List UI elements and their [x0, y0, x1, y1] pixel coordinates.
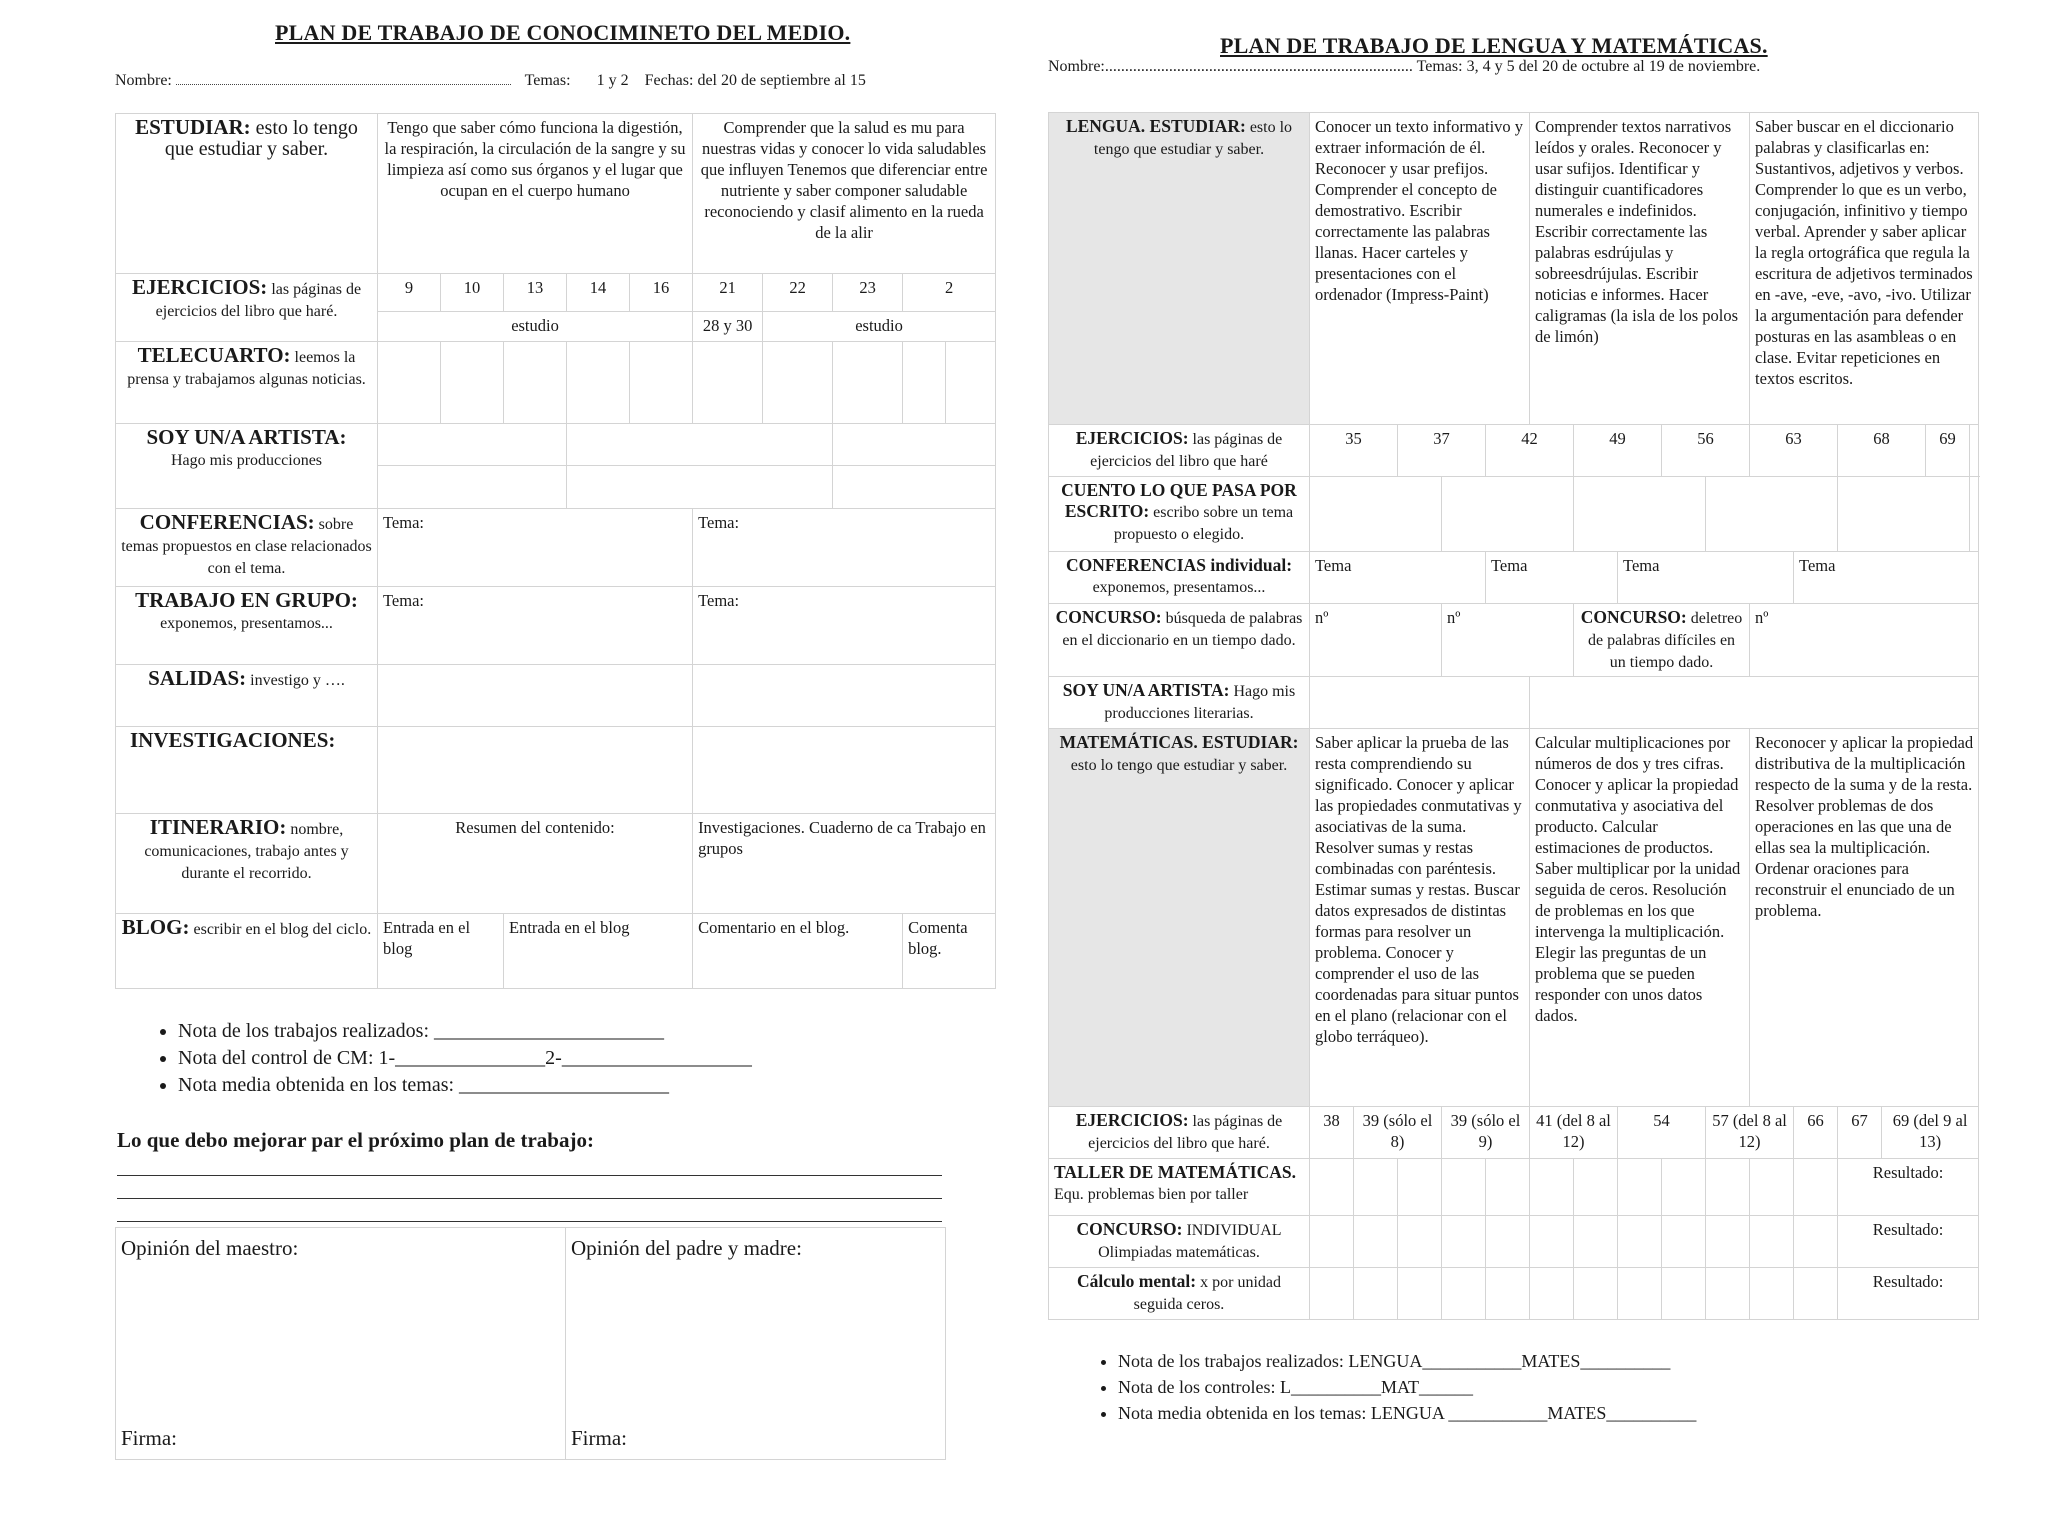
mates-col3: Reconocer y aplicar la propiedad distributiva de la multiplicación respecto de la suma y de la resta. Resolver problemas de dos operaciones en las que una de ellas sea la multiplicación. Ordenar oraciones para reconstruir el enunciado de un problema. [1750, 729, 1979, 1107]
taller-cell[interactable] [1706, 1159, 1750, 1216]
note-item: • Nota de los controles: L__________MAT______ [1118, 1374, 1696, 1400]
telecuarto-cell[interactable] [763, 342, 833, 424]
ejercicio-page[interactable]: 10 [441, 274, 504, 312]
mates-ejercicio-page[interactable]: 39 (sólo el 9) [1442, 1107, 1530, 1159]
telecuarto-cell[interactable] [567, 342, 630, 424]
calculo-cell[interactable] [1706, 1268, 1750, 1320]
taller-label: TALLER DE MATEMÁTICAS. Equ. problemas bien por taller [1049, 1159, 1310, 1216]
mates-ejercicio-page[interactable]: 69 (del 9 al 13) [1882, 1107, 1979, 1159]
concurso-mates-cell[interactable] [1486, 1216, 1530, 1268]
taller-resultado[interactable]: Resultado: [1838, 1159, 1979, 1216]
mates-ejercicio-page[interactable]: 41 (del 8 al 12) [1530, 1107, 1618, 1159]
taller-cell[interactable] [1662, 1159, 1706, 1216]
row-estudiar [116, 114, 996, 274]
cuento-cell[interactable] [1706, 477, 1838, 552]
row-mates-ejercicios [1049, 1107, 1979, 1159]
artista-cell[interactable] [833, 424, 996, 466]
conferencia-tema[interactable]: Tema [1486, 552, 1618, 604]
mates-ejercicio-page[interactable]: 39 (sólo el 8) [1354, 1107, 1442, 1159]
calculo-cell[interactable] [1794, 1268, 1838, 1320]
improve-line[interactable] [117, 1221, 942, 1222]
blog-comentario-1[interactable]: Comentario en el blog. [693, 914, 903, 989]
ejercicios-label: EJERCICIOS: las páginas de ejercicios del libro que haré. [116, 274, 378, 342]
conferencias-label: CONFERENCIAS: sobre temas propuestos en clase relacionados con el tema. [116, 509, 378, 587]
right-notes [1090, 1348, 1696, 1426]
lengua-label: LENGUA. ESTUDIAR: esto lo tengo que estudiar y saber. [1049, 113, 1310, 425]
concurso-mates-cell[interactable] [1354, 1216, 1398, 1268]
ejercicio-page[interactable]: 9 [378, 274, 441, 312]
temas-label: Temas: [524, 72, 571, 89]
artista-label: SOY UN/A ARTISTA: Hago mis producciones [116, 424, 378, 509]
concurso-mates-cell[interactable] [1310, 1216, 1354, 1268]
row-cuento [1049, 477, 1979, 552]
concurso-numero[interactable]: nº [1442, 604, 1574, 677]
note-item: • Nota de los trabajos realizados: LENGUA___________MATES__________ [1118, 1348, 1696, 1374]
artista-cell[interactable] [567, 466, 833, 509]
improve-line[interactable] [117, 1198, 942, 1199]
investigaciones-cell[interactable] [693, 727, 996, 814]
fechas-label: Fechas: del 20 de septiembre al 15 [644, 72, 866, 89]
row-mates-estudiar [1049, 729, 1979, 1107]
calculo-label: Cálculo mental: x por unidad seguida ceros. [1049, 1268, 1310, 1320]
lengua-col3: Saber buscar en el diccionario palabras y clasificarlas en: Sustantivos, adjetivos y verbos. Comprender lo que es un verbo, conjugación, infinitivo y tiempo verbal. Aprender y saber aplicar la regla ortográfica que regula la escritura de adjetivos terminados en -ave, -eve, -avo, -ivo. Utilizar la argumentación para defender posturas en las asambleas o en clase. Evitar repeticiones en textos escritos. [1750, 113, 1979, 425]
concurso-mates-cell[interactable] [1618, 1216, 1662, 1268]
mates-col1: Saber aplicar la prueba de las resta comprendiendo su significado. Conocer y aplicar las propiedades conmutativas y asociativas de la suma. Resolver sumas y restas combinadas con paréntesis. Estimar sumas y restas. Buscar datos expresados de distintas formas para resolver un problema. Conocer y comprender el uso de las coordenadas para situar puntos en el plano (relacionar con el globo terráqueo). [1310, 729, 1530, 1107]
concurso-mates-cell[interactable] [1398, 1216, 1442, 1268]
concurso-mates-cell[interactable] [1662, 1216, 1706, 1268]
row-salidas [116, 665, 996, 727]
note-item: • Nota del control de CM: 1-_______________2-___________________ [178, 1045, 752, 1072]
concurso-diccionario-label: CONCURSO: búsqueda de palabras en el diccionario en un tiempo dado. [1049, 604, 1310, 677]
mates-ejercicio-page[interactable]: 38 [1310, 1107, 1354, 1159]
conferencias-individual-label: CONFERENCIAS individual: exponemos, presentamos... [1049, 552, 1310, 604]
ejercicio-page[interactable]: 22 [763, 274, 833, 312]
lengua-ejercicio-page[interactable]: 35 [1310, 425, 1398, 477]
lengua-ejercicio-empty[interactable] [1970, 425, 1979, 477]
row-calculo [1049, 1268, 1979, 1320]
right-header: Nombre:............................................................................. Temas: 3, 4 y 5 del 20 de octubre al 19 de noviembre. [1048, 58, 1761, 75]
right-title: PLAN DE TRABAJO DE LENGUA Y MATEMÁTICAS. [1220, 33, 1768, 58]
blog-label: BLOG: escribir en el blog del ciclo. [116, 914, 378, 989]
calculo-cell[interactable] [1618, 1268, 1662, 1320]
cuento-cell[interactable] [1838, 477, 1970, 552]
ejercicio-page[interactable]: 21 [693, 274, 763, 312]
row-blog [116, 914, 996, 989]
ejercicio-page[interactable]: 16 [630, 274, 693, 312]
opinion-table [115, 1227, 946, 1460]
estudiar-label: ESTUDIAR: esto lo tengo que estudiar y saber. [116, 114, 378, 274]
telecuarto-cell[interactable] [378, 342, 441, 424]
concurso-mates-cell[interactable] [1794, 1216, 1838, 1268]
note-item: • Nota media obtenida en los temas: _____________________ [178, 1072, 752, 1099]
taller-cell[interactable] [1310, 1159, 1354, 1216]
investigaciones-cell[interactable] [378, 727, 693, 814]
conferencias-tema-1[interactable]: Tema: [378, 509, 693, 587]
conferencia-tema[interactable]: Tema [1794, 552, 1979, 604]
opinion-padres-box[interactable] [566, 1228, 946, 1460]
telecuarto-cell[interactable] [903, 342, 946, 424]
lengua-ejercicio-page[interactable]: 69 [1926, 425, 1970, 477]
telecuarto-cell[interactable] [441, 342, 504, 424]
cuento-cell[interactable] [1310, 477, 1442, 552]
left-plan-table [115, 113, 996, 989]
concurso-numero[interactable]: nº [1310, 604, 1442, 677]
estudiar-col1: Tengo que saber cómo funciona la digestión, la respiración, la circulación de la sangre y su limpieza así como sus órganos y el lugar que ocupan en el cuerpo humano [378, 114, 693, 274]
row-grupo [116, 587, 996, 665]
lengua-ejercicio-page[interactable]: 56 [1662, 425, 1750, 477]
telecuarto-cell[interactable] [693, 342, 763, 424]
improve-line[interactable] [117, 1175, 942, 1176]
taller-cell[interactable] [1618, 1159, 1662, 1216]
calculo-cell[interactable] [1530, 1268, 1574, 1320]
nombre-label: Nombre: [115, 72, 172, 89]
firma-maestro: Firma: [121, 1426, 177, 1450]
telecuarto-cell[interactable] [504, 342, 567, 424]
lengua-ejercicio-page[interactable]: 42 [1486, 425, 1574, 477]
lengua-col2: Comprender textos narrativos leídos y orales. Reconocer y usar sufijos. Identificar y distinguir cuantificadores numerales e indefinidos. Escribir correctamente las palabras esdrújulas y sobreesdrújulas. Escribir noticias e informes. Hacer caligramas (la isla de los polos de limón) [1530, 113, 1750, 425]
row-artista [116, 424, 996, 466]
conferencias-tema-2[interactable]: Tema: [693, 509, 996, 587]
grupo-tema-2[interactable]: Tema: [693, 587, 996, 665]
telecuarto-cell[interactable] [946, 342, 996, 424]
lengua-ejercicio-page[interactable]: 63 [1750, 425, 1838, 477]
mates-col2: Calcular multiplicaciones por números de dos y tres cifras. Conocer y aplicar la propiedad conmutativa y asociativa del producto. Calcular estimaciones de productos. Saber multiplicar por la unidad seguida de ceros. Resolución de problemas en los que intervenga la multiplicación. Elegir las preguntas de un problema que se pueden responder con unos datos dados. [1530, 729, 1750, 1107]
lengua-ejercicios-label: EJERCICIOS: las páginas de ejercicios del libro que haré [1049, 425, 1310, 477]
left-notes [150, 1018, 752, 1099]
right-page [1030, 0, 2030, 1535]
row-conferencias [116, 509, 996, 587]
conferencia-tema[interactable]: Tema [1310, 552, 1486, 604]
row-taller [1049, 1159, 1979, 1216]
calculo-cell[interactable] [1398, 1268, 1442, 1320]
opinion-padres-label: Opinión del padre y madre: [571, 1236, 802, 1260]
taller-cell[interactable] [1530, 1159, 1574, 1216]
itinerario-resumen[interactable]: Resumen del contenido: [378, 814, 693, 914]
calculo-cell[interactable] [1662, 1268, 1706, 1320]
taller-cell[interactable] [1354, 1159, 1398, 1216]
telecuarto-cell[interactable] [833, 342, 903, 424]
row-itinerario [116, 814, 996, 914]
blog-entrada-1[interactable]: Entrada en el blog [378, 914, 504, 989]
itinerario-label: ITINERARIO: nombre, comunicaciones, trabajo antes y durante el recorrido. [116, 814, 378, 914]
conferencia-tema[interactable]: Tema [1618, 552, 1794, 604]
ejercicios-28-30: 28 y 30 [693, 312, 763, 342]
concurso-mates-cell[interactable] [1706, 1216, 1750, 1268]
calculo-resultado[interactable]: Resultado: [1838, 1268, 1979, 1320]
concurso-deletreo-label: CONCURSO: deletreo de palabras difíciles en un tiempo dado. [1574, 604, 1750, 677]
row-concurso-diccionario [1049, 604, 1979, 677]
concurso-numero[interactable]: nº [1750, 604, 1979, 677]
taller-cell[interactable] [1398, 1159, 1442, 1216]
temas-value: 1 y 2 [596, 72, 629, 89]
row-lengua-ejercicios [1049, 425, 1979, 477]
mates-ejercicios-label: EJERCICIOS: las páginas de ejercicios del libro que haré. [1049, 1107, 1310, 1159]
ejercicio-page[interactable]: 23 [833, 274, 903, 312]
taller-cell[interactable] [1750, 1159, 1794, 1216]
opinion-maestro-label: Opinión del maestro: [121, 1236, 299, 1260]
cuento-cell[interactable] [1442, 477, 1574, 552]
nombre-line[interactable] [176, 84, 511, 85]
calculo-cell[interactable] [1574, 1268, 1618, 1320]
ejercicios-estudio-2: estudio [763, 312, 996, 342]
taller-cell[interactable] [1486, 1159, 1530, 1216]
salidas-label: SALIDAS: investigo y …. [116, 665, 378, 727]
blog-comentario-2[interactable]: Comenta blog. [903, 914, 996, 989]
cuento-cell[interactable] [1574, 477, 1706, 552]
row-concurso-mates [1049, 1216, 1979, 1268]
lengua-ejercicio-page[interactable]: 37 [1398, 425, 1486, 477]
row-conferencias-individual [1049, 552, 1979, 604]
row-investigaciones [116, 727, 996, 814]
concurso-mates-label: CONCURSO: INDIVIDUAL Olimpiadas matemáticas. [1049, 1216, 1310, 1268]
telecuarto-label: TELECUARTO: leemos la prensa y trabajamos algunas noticias. [116, 342, 378, 424]
lengua-ejercicio-page[interactable]: 49 [1574, 425, 1662, 477]
taller-cell[interactable] [1442, 1159, 1486, 1216]
note-item: • Nota media obtenida en los temas: LENGUA ___________MATES__________ [1118, 1400, 1696, 1426]
left-header [115, 72, 866, 90]
artista-cell[interactable] [567, 424, 833, 466]
calculo-cell[interactable] [1354, 1268, 1398, 1320]
artista-literario-cell[interactable] [1310, 677, 1530, 729]
artista-literario-label: SOY UN/A ARTISTA: Hago mis producciones literarias. [1049, 677, 1310, 729]
taller-cell[interactable] [1794, 1159, 1838, 1216]
concurso-mates-cell[interactable] [1574, 1216, 1618, 1268]
calculo-cell[interactable] [1310, 1268, 1354, 1320]
firma-padres: Firma: [571, 1426, 627, 1450]
grupo-label: TRABAJO EN GRUPO: exponemos, presentamos... [116, 587, 378, 665]
artista-cell[interactable] [378, 424, 567, 466]
concurso-mates-resultado[interactable]: Resultado: [1838, 1216, 1979, 1268]
row-ejercicios [116, 274, 996, 312]
row-lengua-estudiar [1049, 113, 1979, 425]
mates-ejercicio-page[interactable]: 57 (del 8 al 12) [1706, 1107, 1794, 1159]
opinion-maestro-box[interactable] [116, 1228, 566, 1460]
row-artista-literario [1049, 677, 1979, 729]
artista-literario-cell[interactable] [1530, 677, 1979, 729]
taller-cell[interactable] [1574, 1159, 1618, 1216]
estudiar-col2: Comprender que la salud es mu para nuestras vidas y conocer lo vida saludables que influyen Tenemos que diferenciar entre nutriente y saber componer saludable reconociendo y clasif alimento en la rueda de la alir [693, 114, 996, 274]
row-telecuarto [116, 342, 996, 424]
ejercicio-page[interactable]: 14 [567, 274, 630, 312]
mates-ejercicio-page[interactable]: 67 [1838, 1107, 1882, 1159]
telecuarto-cell[interactable] [630, 342, 693, 424]
right-plan-table [1048, 112, 1979, 1320]
mates-label: MATEMÁTICAS. ESTUDIAR: esto lo tengo que estudiar y saber. [1049, 729, 1310, 1107]
ejercicio-page[interactable]: 13 [504, 274, 567, 312]
left-title: PLAN DE TRABAJO DE CONOCIMINETO DEL MEDIO. [275, 20, 851, 45]
grupo-tema-1[interactable]: Tema: [378, 587, 693, 665]
cuento-label: CUENTO LO QUE PASA POR ESCRITO: escribo sobre un tema propuesto o elegido. [1049, 477, 1310, 552]
ejercicio-page[interactable]: 2 [903, 274, 996, 312]
concurso-mates-cell[interactable] [1530, 1216, 1574, 1268]
itinerario-investigaciones[interactable]: Investigaciones. Cuaderno de ca Trabajo en grupos [693, 814, 996, 914]
left-page [0, 0, 988, 1535]
artista-cell[interactable] [833, 466, 996, 509]
concurso-mates-cell[interactable] [1442, 1216, 1486, 1268]
cuento-cell[interactable] [1970, 477, 1979, 552]
note-item: • Nota de los trabajos realizados: _______________________ [178, 1018, 752, 1045]
mates-ejercicio-page[interactable]: 54 [1618, 1107, 1706, 1159]
concurso-mates-cell[interactable] [1750, 1216, 1794, 1268]
investigaciones-label: INVESTIGACIONES: [116, 727, 378, 814]
artista-cell[interactable] [378, 466, 567, 509]
lengua-ejercicio-page[interactable]: 68 [1838, 425, 1926, 477]
lengua-col1: Conocer un texto informativo y extraer información de él. Reconocer y usar prefijos. Comprender el concepto de demostrativo. Escribir correctamente las palabras llanas. Hacer carteles y presentaciones con el ordenador (Impress-Paint) [1310, 113, 1530, 425]
improve-heading: Lo que debo mejorar par el próximo plan de trabajo: [117, 1128, 594, 1152]
calculo-cell[interactable] [1750, 1268, 1794, 1320]
calculo-cell[interactable] [1486, 1268, 1530, 1320]
mates-ejercicio-page[interactable]: 66 [1794, 1107, 1838, 1159]
calculo-cell[interactable] [1442, 1268, 1486, 1320]
salidas-cell[interactable] [693, 665, 996, 727]
salidas-cell[interactable] [378, 665, 693, 727]
ejercicios-estudio-1: estudio [378, 312, 693, 342]
blog-entrada-2[interactable]: Entrada en el blog [504, 914, 693, 989]
